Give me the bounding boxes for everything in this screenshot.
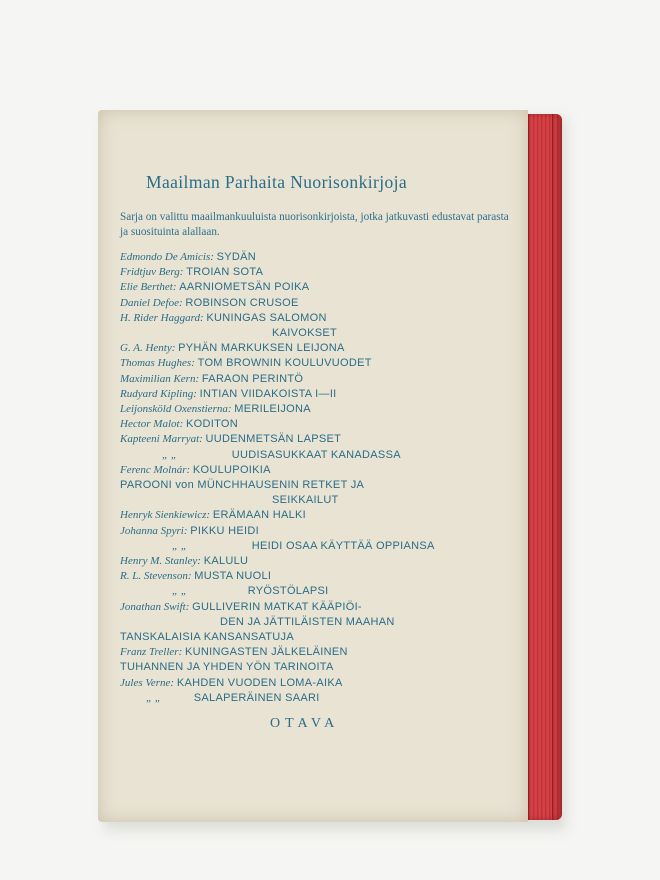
author-name: Maximilian Kern: [120, 372, 200, 385]
book-title: KODITON [185, 418, 238, 431]
list-item [120, 448, 516, 463]
list-item [120, 660, 516, 675]
list-item [120, 630, 516, 645]
list-item [120, 311, 516, 326]
book-title: PAROONI von MÜNCHHAUSENIN RETKET JA [120, 479, 365, 492]
book-title: KOULUPOIKIA [192, 463, 271, 476]
book-title: KAHDEN VUODEN LOMA-AIKA [176, 676, 343, 689]
book-title: TROIAN SOTA [186, 266, 264, 279]
book-title: AARNIOMETSÄN POIKA [179, 281, 310, 294]
book-title: MERILEIJONA [234, 403, 311, 416]
book-title: ERÄMAAN HALKI [212, 509, 307, 522]
cover-text [120, 172, 516, 706]
author-name: Kapteeni Marryat: [120, 433, 203, 446]
author-name: R. L. Stevenson: [120, 570, 192, 583]
book-title: ROBINSON CRUSOE [185, 296, 299, 309]
list-item [120, 645, 516, 660]
book-title: TANSKALAISIA KANSANSATUJA [120, 631, 294, 644]
list-item [120, 508, 516, 523]
list-item [120, 584, 516, 599]
list-item [120, 417, 516, 432]
book-title: KUNINGAS SALOMON [206, 311, 327, 324]
book-list [120, 250, 516, 706]
list-item [120, 265, 516, 280]
author-name: Hector Malot: [120, 418, 184, 431]
book-title: TUHANNEN JA YHDEN YÖN TARINOITA [120, 661, 334, 674]
author-name: Thomas Hughes: [120, 357, 195, 370]
author-name: G. A. Henty: [120, 342, 176, 355]
book-title: PIKKU HEIDI [190, 524, 259, 537]
list-item [120, 554, 516, 569]
list-item [120, 356, 516, 371]
book-title: SALAPERÄINEN SAARI [193, 691, 320, 704]
author-name: Jules Verne: [120, 676, 175, 689]
list-item [120, 478, 516, 493]
list-item [120, 296, 516, 311]
spine-edge-line [528, 114, 529, 820]
publisher-name: OTAVA [270, 716, 340, 731]
author-name: Daniel Defoe: [120, 296, 183, 309]
author-name: Johanna Spyri: [120, 524, 188, 537]
list-item [120, 402, 516, 417]
author-name: Jonathan Swift: [120, 600, 190, 613]
list-item [120, 569, 516, 584]
list-item [120, 539, 516, 554]
list-item [120, 676, 516, 691]
list-item [120, 493, 516, 508]
spine-edge-line [552, 114, 553, 820]
book-title: KAIVOKSET [272, 327, 338, 340]
book-title: HEIDI OSAA KÄYTTÄÄ OPPIANSA [251, 539, 435, 552]
list-item [120, 372, 516, 387]
book-title: MUSTA NUOLI [194, 570, 272, 583]
author-name: Henry M. Stanley: [120, 555, 201, 568]
author-name: H. Rider Haggard: [120, 311, 204, 324]
author-name: Edmondo De Amicis: [120, 251, 214, 263]
book-title: DEN JA JÄTTILÄISTEN MAAHAN [220, 615, 395, 628]
book-title: UUDISASUKKAAT KANADASSA [231, 448, 401, 461]
book-title: FARAON PERINTÖ [201, 372, 304, 385]
ditto-mark: „ „ [146, 691, 161, 704]
ditto-mark: „ „ [162, 448, 177, 461]
author-name: Leijonsköld Oxenstierna: [120, 403, 232, 416]
list-item [120, 432, 516, 447]
list-item [120, 326, 516, 341]
book-title: INTIAN VIIDAKOISTA I—II [199, 387, 337, 400]
book-title: SEIKKAILUT [272, 494, 339, 507]
book-title: SYDÄN [216, 251, 257, 263]
list-item [120, 341, 516, 356]
ditto-mark: „ „ [172, 539, 187, 552]
book-title: TOM BROWNIN KOULUVUODET [197, 357, 372, 370]
list-item [120, 615, 516, 630]
series-title: Maailman Parhaita Nuorisonkirjoja [146, 172, 408, 192]
book-title: GULLIVERIN MATKAT KÄÄPIÖI- [192, 600, 362, 613]
list-item [120, 691, 516, 706]
book-spine [522, 114, 562, 820]
list-item [120, 387, 516, 402]
list-item [120, 600, 516, 615]
author-name: Rudyard Kipling: [120, 387, 197, 400]
list-item [120, 250, 516, 265]
series-intro: Sarja on valittu maailmankuuluista nuorisonkirjoista, jotka jatkuvasti edustavat parasta ja suosituinta alallaan. [120, 211, 509, 238]
list-item [120, 280, 516, 295]
book-title: UUDENMETSÄN LAPSET [205, 433, 342, 446]
book-title: PYHÄN MARKUKSEN LEIJONA [178, 342, 345, 355]
author-name: Elie Berthet: [120, 281, 177, 294]
author-name: Henryk Sienkiewicz: [120, 509, 211, 522]
book-title: KALULU [203, 555, 249, 568]
book-title: KUNINGASTEN JÄLKELÄINEN [185, 646, 348, 659]
author-name: Fridtjuv Berg: [120, 266, 184, 279]
ditto-mark: „ „ [172, 585, 187, 598]
list-item [120, 524, 516, 539]
list-item [120, 463, 516, 478]
author-name: Franz Treller: [120, 646, 183, 659]
author-name: Ferenc Molnár: [120, 463, 191, 476]
book-title: RYÖSTÖLAPSI [247, 585, 329, 598]
